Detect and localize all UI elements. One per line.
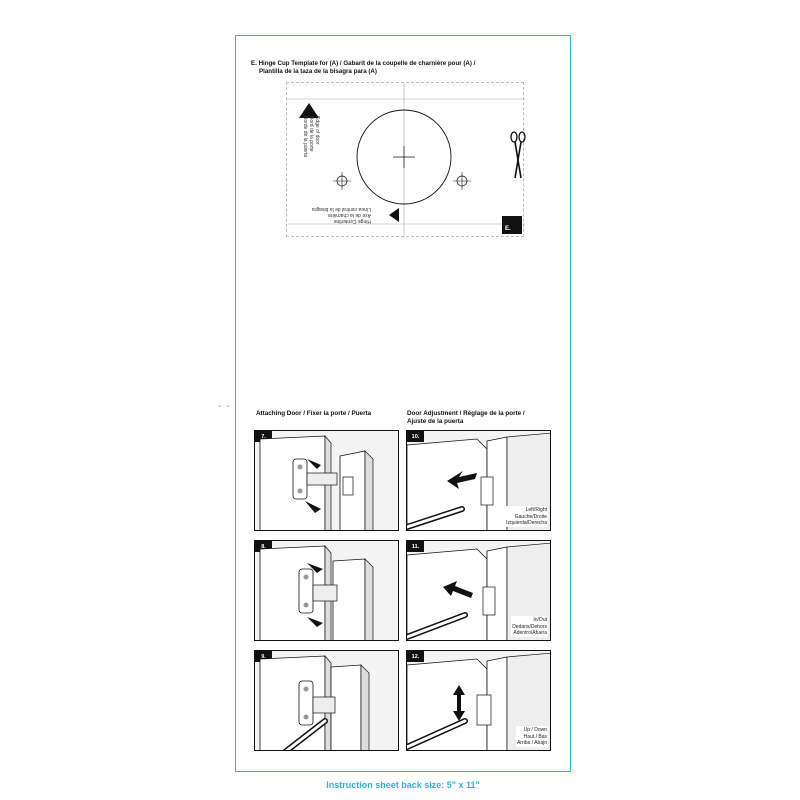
step-7-number: 7. — [255, 431, 272, 442]
door-adjustment-line1: Door Adjustment / Réglage de la porte / — [407, 410, 525, 417]
template-title — [251, 60, 551, 76]
step-11-number: 11. — [407, 541, 424, 552]
template-title-line1: E. Hinge Cup Template for (A) / Gabarit de la coupelle de charnière pour (A) / — [251, 60, 476, 67]
step-12-number: 12. — [407, 651, 424, 662]
step-11-panel — [406, 540, 551, 641]
step-10-number: 10. — [407, 431, 424, 442]
step-12-label: Up / Down Haut / Bas Arriba / Abajo — [516, 727, 547, 746]
step-8-number: 8. — [255, 541, 272, 552]
door-adjustment-line2: Ajuste de la puerta — [407, 418, 464, 425]
scissors-icon — [509, 130, 527, 180]
fold-mark: - - — [218, 401, 231, 412]
hinge-centerline-label: Hinge Centerline Axe de la charnière Línea central de la bisagra — [312, 206, 371, 224]
step-10-label: Left/Right Gauche/Droite Izquierda/Derecha — [506, 507, 547, 526]
step-12-panel — [406, 650, 551, 751]
step-7-panel — [254, 430, 399, 531]
template-title-line2: Plantilla de la taza de la bisagra para (A) — [259, 68, 377, 75]
step-8-panel — [254, 540, 399, 641]
sheet-size-caption: Instruction sheet back size: 5" x 11" — [326, 780, 480, 790]
door-adjustment-title — [407, 410, 525, 426]
step-11-label: In/Out Dedans/Dehors Adentro/Afuera — [512, 617, 547, 636]
step-9-number: 9. — [255, 651, 272, 662]
step-10-panel — [406, 430, 551, 531]
template-badge: E. — [502, 216, 522, 234]
edge-of-door-label: Edge of door Bord de la porte Borde de la puerta — [302, 116, 320, 158]
step-9-panel — [254, 650, 399, 751]
attaching-door-title: Attaching Door / Fixer la porte / Puerta — [256, 410, 372, 417]
